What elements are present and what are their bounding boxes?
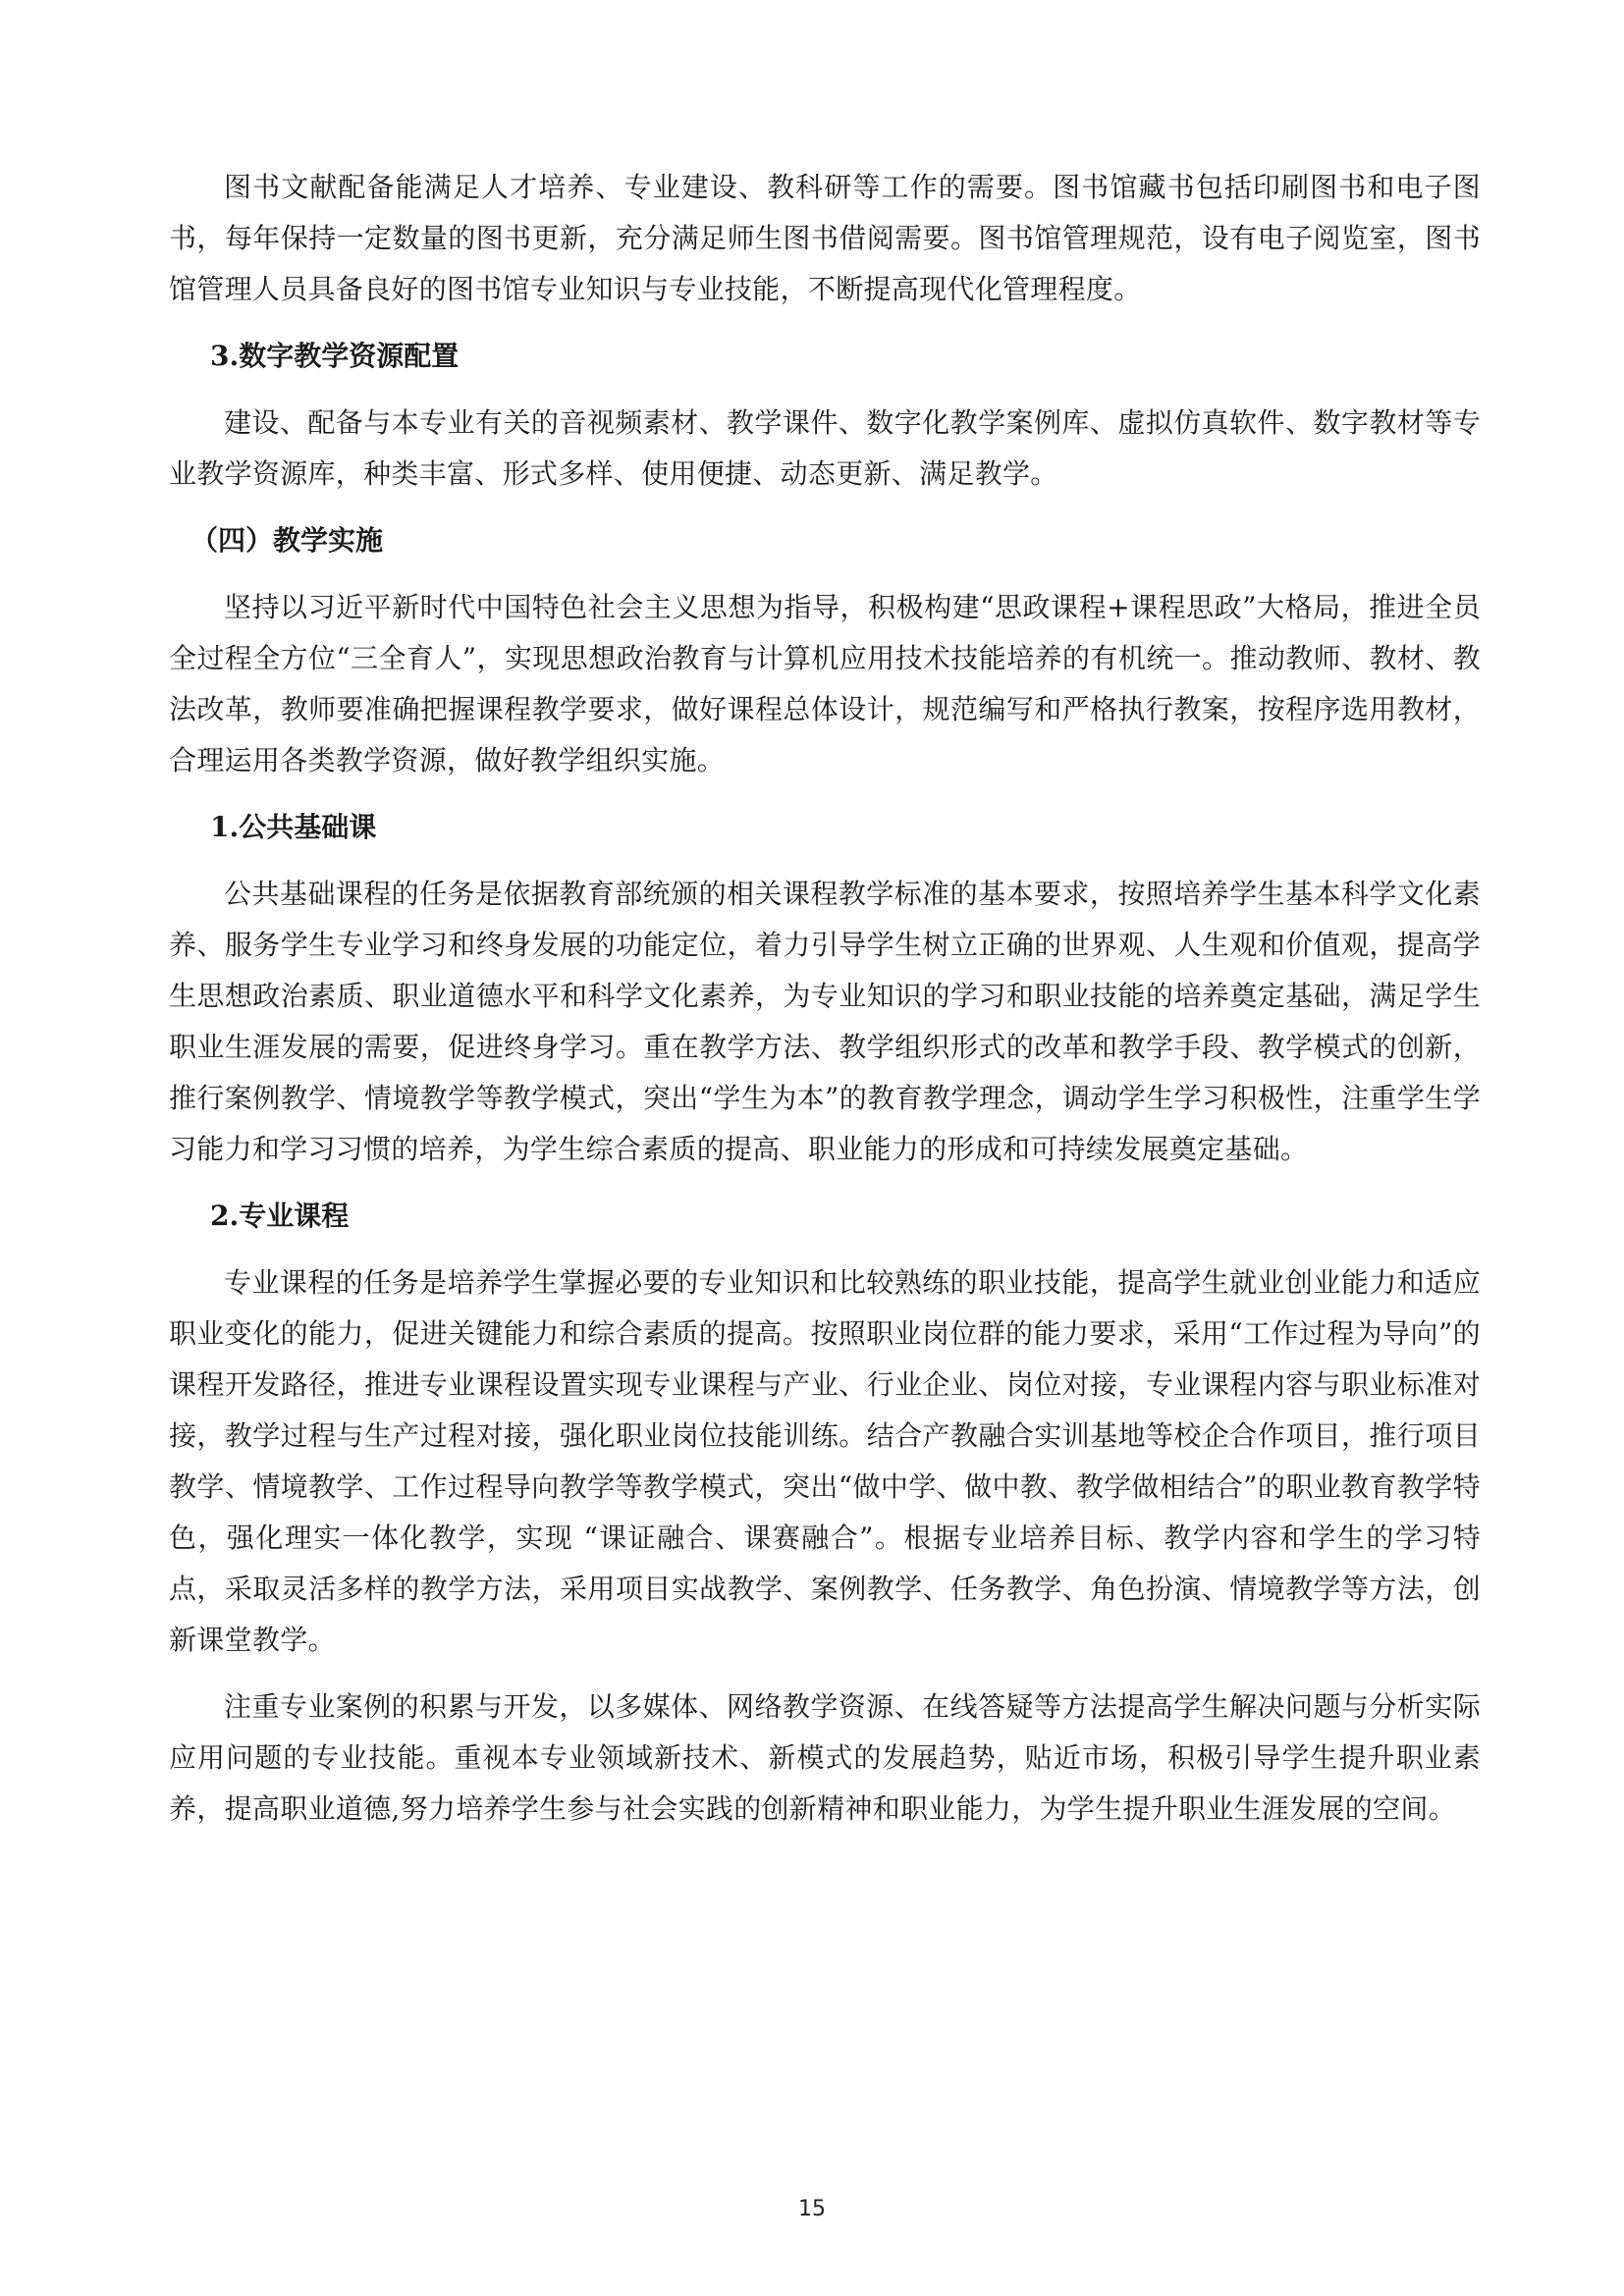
paragraph-case-development: 注重专业案例的积累与开发，以多媒体、网络教学资源、在线答疑等方法提高学生解决问题与分析实际应用问题的专业技能。重视本专业领域新技术、新模式的发展趋势，贴近市场，积极引导学生提升职业素养，提高职业道德,努力培养学生参与社会实践的创新精神和职业能力，为学生提升职业生涯发展的空间。 [169, 1690, 1481, 1825]
page-number: 15 [798, 2197, 826, 2221]
paragraph-public-courses: 公共基础课程的任务是依据教育部统颁的相关课程教学标准的基本要求，按照培养学生基本科学文化素养、服务学生专业学习和终身发展的功能定位，着力引导学生树立正确的世界观、人生观和价值观，提高学生思想政治素质、职业道德水平和科学文化素养，为专业知识的学习和职业技能的培养奠定基础，满足学生职业生涯发展的需要，促进终身学习。重在教学方法、教学组织形式的改革和教学手段、教学模式的创新，推行案例教学、情境教学等教学模式，突出“学生为本”的教育教学理念，调动学生学习积极性，注重学生学习能力和学习习惯的培养，为学生综合素质的提高、职业能力的形成和可持续发展奠定基础。 [169, 878, 1481, 1165]
document-page [169, 162, 1481, 1850]
paragraph-digital-resources: 建设、配备与本专业有关的音视频素材、教学课件、数字化教学案例库、虚拟仿真软件、数字教材等专业教学资源库，种类丰富、形式多样、使用便捷、动态更新、满足教学。 [169, 406, 1481, 490]
heading-teaching-implementation: （四）教学实施 [190, 524, 384, 557]
heading-professional-courses: 2.专业课程 [210, 1200, 350, 1232]
heading-digital-resources: 3.数字教学资源配置 [210, 340, 460, 372]
paragraph-implementation: 坚持以习近平新时代中国特色社会主义思想为指导，积极构建“思政课程+课程思政”大格局，推进全员全过程全方位“三全育人”，实现思想政治教育与计算机应用技术技能培养的有机统一。推动教师、教材、教法改革，教师要准确把握课程教学要求，做好课程总体设计，规范编写和严格执行教案，按程序选用教材，合理运用各类教学资源，做好教学组织实施。 [169, 591, 1481, 776]
paragraph-library: 图书文献配备能满足人才培养、专业建设、教科研等工作的需要。图书馆藏书包括印刷图书和电子图书，每年保持一定数量的图书更新，充分满足师生图书借阅需要。图书馆管理规范，设有电子阅览室，图书馆管理人员具备良好的图书馆专业知识与专业技能，不断提高现代化管理程度。 [169, 171, 1481, 305]
heading-public-courses: 1.公共基础课 [210, 811, 377, 843]
paragraph-professional-courses: 专业课程的任务是培养学生掌握必要的专业知识和比较熟练的职业技能，提高学生就业创业能力和适应职业变化的能力，促进关键能力和综合素质的提高。按照职业岗位群的能力要求，采用“工作过程为导向”的课程开发路径，推进专业课程设置实现专业课程与产业、行业企业、岗位对接，专业课程内容与职业标准对接，教学过程与生产过程对接，强化职业岗位技能训练。结合产教融合实训基地等校企合作项目，推行项目教学、情境教学、工作过程导向教学等教学模式，突出“做中学、做中教、教学做相结合”的职业教育教学特色，强化理实一体化教学，实现 “课证融合、课赛融合”。根据专业培养目标、教学内容和学生的学习特点，采取灵活多样的教学方法，采用项目实战教学、案例教学、任务教学、角色扮演、情境教学等方法，创新课堂教学。 [169, 1266, 1481, 1656]
